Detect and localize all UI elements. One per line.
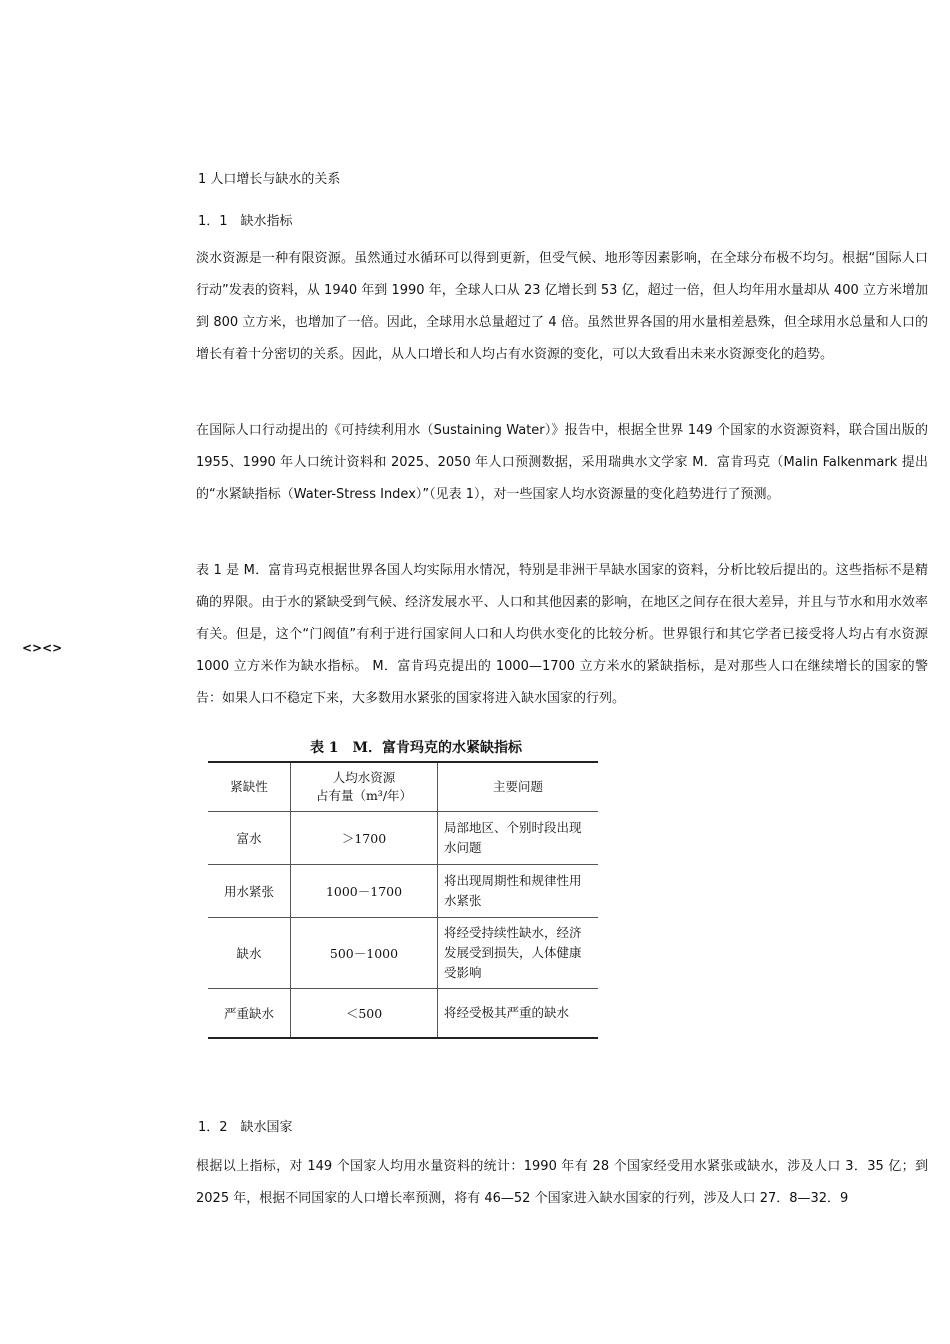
cell-problem: 将出现周期性和规律性用水紧张 <box>438 865 599 918</box>
cell-value: ＞1700 <box>291 812 438 865</box>
cell-level: 缺水 <box>208 918 291 989</box>
paragraph-sustaining-water: 在国际人口行动提出的《可持续利用水（Sustaining Water）》报告中，根据全世界 149 个国家的水资源资料，联合国出版的 1955、1990 年人口统计资料和 2025、2050 年人口预测数据，采用瑞典水文学家 M．富肯玛克（Malin Falkenmark 提出的“水紧缺指标（Water-Stress Index）”（见表 1），对一些国家人均水资源量的变化趋势进行了预测。 <box>196 423 928 502</box>
cell-problem: 将经受极其严重的缺水 <box>438 989 599 1039</box>
header-per-capita-line1: 人均水资源 <box>332 770 396 785</box>
cell-level: 用水紧张 <box>208 865 291 918</box>
water-stress-table-figure <box>208 737 600 1039</box>
side-marker: <><> <box>22 641 63 655</box>
table-header-row <box>208 762 598 812</box>
paragraph-water-scarce-countries: 根据以上指标，对 149 个国家人均用水量资料的统计：1990 年有 28 个国家经受用水紧张或缺水，涉及人口 3．35 亿；到 2025 年，根据不同国家的人口增长率预测，将有 46—52 个国家进入缺水国家的行列，涉及人口 27．8—32．9 <box>196 1159 928 1206</box>
cell-value: ＜500 <box>291 989 438 1039</box>
header-scarcity: 紧缺性 <box>208 762 291 812</box>
cell-value: 1000－1700 <box>291 865 438 918</box>
water-stress-table <box>208 761 598 1039</box>
paragraph-table-explanation: 表 1 是 M．富肯玛克根据世界各国人均实际用水情况，特别是非洲干旱缺水国家的资料，分析比较后提出的。这些指标不是精确的界限。由于水的紧缺受到气候、经济发展水平、人口和其他因素的影响，在地区之间存在很大差异，并且与节水和用水效率有关。但是，这个“门阀值”有利于进行国家间人口和人均供水变化的比较分析。世界银行和其它学者已接受将人均占有水资源 1000 立方米作为缺水指标。 M．富肯玛克提出的 1000—1700 立方米水的紧缺指标，是对那些人口在继续增长的国家的警告：如果人口不稳定下来，大多数用水紧张的国家将进入缺水国家的行列。 <box>196 563 928 706</box>
header-per-capita-line2: 占有量（m³/年） <box>315 788 413 803</box>
table-row <box>208 918 598 989</box>
cell-level: 富水 <box>208 812 291 865</box>
table-row <box>208 812 598 865</box>
cell-level: 严重缺水 <box>208 989 291 1039</box>
cell-problem: 将经受持续性缺水，经济发展受到损失，人体健康受影响 <box>438 918 599 989</box>
subsection-heading-countries: 1．2 缺水国家 <box>198 1120 293 1135</box>
table-title: 表 1 M．富肯玛克的水紧缺指标 <box>309 740 523 756</box>
table-row <box>208 865 598 918</box>
paragraph-freshwater: 淡水资源是一种有限资源。虽然通过水循环可以得到更新，但受气候、地形等因素影响，在全球分布极不均匀。根据“国际人口行动”发表的资料，从 1940 年到 1990 年，全球人口从 23 亿增长到 53 亿，超过一倍，但人均年用水量却从 400 立方米增加到 800 立方米，也增加了一倍。因此，全球用水总量超过了 4 倍。虽然世界各国的用水量相差悬殊，但全球用水总量和人口的增长有着十分密切的关系。因此，从人口增长和人均占有水资源的变化，可以大致看出未来水资源变化的趋势。 <box>196 251 928 362</box>
section-heading: 1 人口增长与缺水的关系 <box>198 172 341 187</box>
header-main-problem: 主要问题 <box>438 762 599 812</box>
header-per-capita <box>291 762 438 812</box>
cell-value: 500－1000 <box>291 918 438 989</box>
cell-problem: 局部地区、个别时段出现水问题 <box>438 812 599 865</box>
table-row <box>208 989 598 1039</box>
subsection-heading-indicators: 1．1 缺水指标 <box>198 214 293 229</box>
